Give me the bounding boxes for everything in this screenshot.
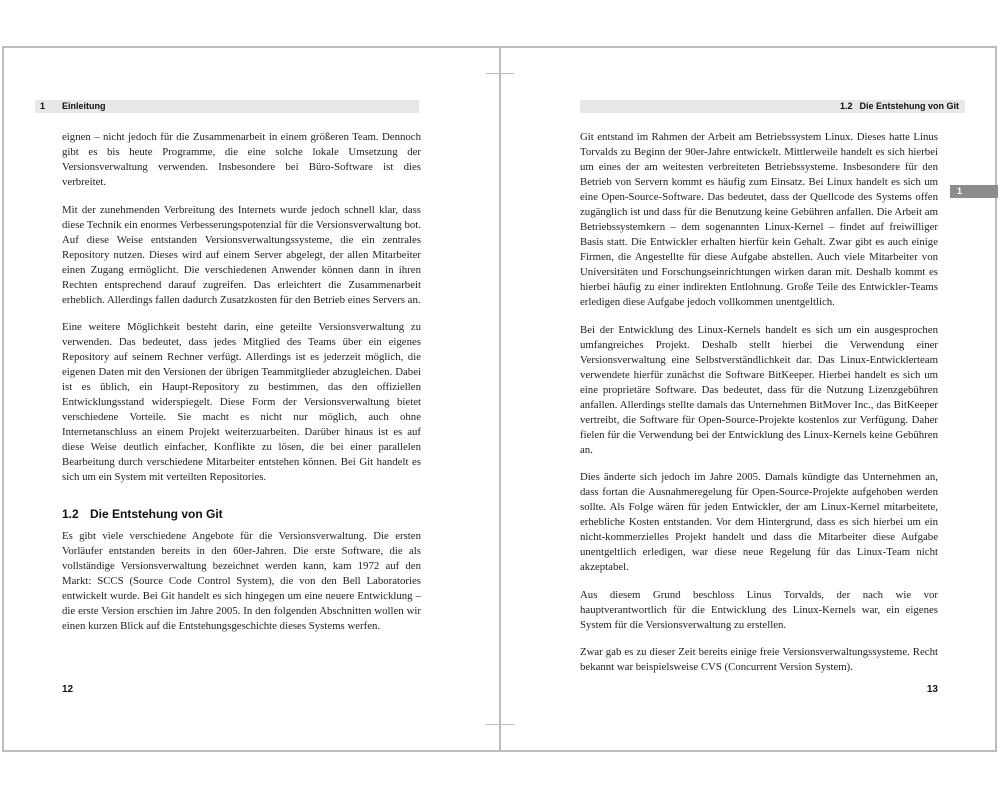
page-number: 12 xyxy=(62,684,74,695)
right-body-text xyxy=(580,130,938,688)
paragraph: Git entstand im Rahmen der Arbeit am Betriebssystem Linux. Dieses hatte Linus Torvalds zu Beginn der 90er-Jahre entwickelt. Mittlerweile handelt es sich hierbei um eines der am weitesten verbreiteten Betriebssysteme. Insbesondere für den Betrieb von Servern kommt es häufig zum Einsatz. Bei Linux handelt es sich um eine Open-Source-Software. Das bedeutet, dass der Quellcode des Systems offen zugänglich ist und dass für die Benutzung keine Gebühren anfallen. Die Arbeit am Betriebssystemkern – dem sogenannten Linux-Kernel – findet auf freiwilliger Basis statt. Die Entwickler erhalten hierfür kein Gehalt. Zwar gibt es auch einige Firmen, die Angestellte für diese Aufgabe abstellen. Auch viele Mitarbeiter von Universitäten und Forschungseinrichtungen wirken daran mit. Deshalb kommt es hierbei häufig zu einer indirekten Entlohnung. Große Teile des Entwickler-Teams erledigen diese Aufgabe jedoch vollkommen unentgeltlich. xyxy=(580,131,938,308)
header-chapter-title: Einleitung xyxy=(62,101,106,111)
page-number: 13 xyxy=(926,684,938,695)
header-section-number: 1.2 xyxy=(839,101,853,111)
running-header xyxy=(35,100,419,113)
paragraph: Aus diesem Grund beschloss Linus Torvalds, der nach wie vor hauptverantwortlich für die Entwicklung des Linux-Kernels war, ein eigenes System für die Versionsverwaltung zu erstellen. xyxy=(580,588,938,631)
paragraph: Zwar gab es zu dieser Zeit bereits einige freie Versionsverwaltungssysteme. Recht bekannt war beispielsweise CVS (Concurrent Version System). xyxy=(580,646,938,673)
paragraph: eignen – nicht jedoch für die Zusammenarbeit in einem größeren Team. Dennoch gibt es bis heute Programme, die eine solche lokale Umsetzung der Versionsverwaltung verwenden. Insbesondere bei Büro-Software ist dies verbreitet. xyxy=(62,131,421,188)
paragraph: Eine weitere Möglichkeit besteht darin, eine geteilte Versionsverwaltung zu verwenden. Das bedeutet, dass jedes Mitglied des Teams über ein eigenes Repository auf seinem Rechner verfügt. Allerdings ist es jederzeit möglich, die eigenen Daten mit den Versionen der übrigen Teammitglieder abzugleichen. Dabei ist es üblich, ein Haupt-Repository zu bestimmen, das den offiziellen Entwicklungsstand widerspiegelt. Diese Form der Versionsverwaltung bietet verschiedene Vorteile. Sie macht es nicht nur möglich, auch ohne Internetanschluss an einem Projekt weiterzuarbeiten. Darüber hinaus ist es auf diese Weise deutlich einfacher, Konflikte zu lösen, die bei einer parallelen Bearbeitung durch verschiedene Mitarbeiter entstehen können. Bei Git handelt es sich um ein System mit verteilten Repositories. xyxy=(62,321,421,483)
paragraph: Bei der Entwicklung des Linux-Kernels handelt es sich um ein ausgesprochen umfangreiches Projekt. Deshalb stellt hierbei die Verwendung einer Versionsverwaltung eine Selbstverständlichkeit dar. Das Linux-Entwicklerteam verwendete hierfür zunächst die Software BitKeeper. Hierbei handelt es sich um eine proprietäre Software. Das bedeutet, dass für die Nutzung Lizenzgebühren anfallen. Allerdings stellte damals das Unternehmen BitMover Inc., das BitKeeper vertreibt, die Software für Open-Source-Projekte kostenlos zur Verfügung. Daher fielen für die Verwendung bei der Entwicklung des Linux-Kernels keine Gebühren an. xyxy=(580,323,938,456)
chapter-thumb-tab xyxy=(950,185,998,198)
header-chapter-number: 1 xyxy=(40,101,46,111)
left-body-text xyxy=(62,130,421,647)
chapter-tab-label: 1 xyxy=(957,186,963,196)
right-page xyxy=(500,0,1000,800)
section-number: 1.2 xyxy=(62,507,79,521)
section-title: Die Entstehung von Git xyxy=(90,507,223,521)
paragraph: Es gibt viele verschiedene Angebote für die Versionsverwaltung. Die ersten Vorläufer entstanden bereits in den 60er-Jahren. Die erste Software, die als vollständige Versionsverwaltung bezeichnet werden kann, kam 1972 auf den Markt: SCCS (Source Code Control System), die von den Bell Laboratories entwickelt wurde. Bei Git handelt es sich hingegen um eine neuere Entwicklung – die erste Version erschien im Jahre 2005. In den folgenden Abschnitten wollen wir einen kurzen Blick auf die Entstehungsgeschichte dieses Systems werfen. xyxy=(62,530,421,632)
paragraph: Mit der zunehmenden Verbreitung des Internets wurde jedoch schnell klar, dass diese Technik ein enormes Verbesserungspotenzial für die Versionsverwaltung bot. Auf diese Weise entstanden Versionsverwaltungssysteme, die ein zentrales Repository nutzen. Dieses wird auf einem Server abgelegt, der allen Mitarbeiter einen Zugang ermöglicht. Die verschiedenen Anwender können dann in ihren Rechten entsprechend darauf zugreifen. Das erleichtert die Zusammenarbeit erheblich. Allerdings fallen dadurch Zusatzkosten für den Betrieb eines Servers an. xyxy=(62,203,421,306)
paragraph: Dies änderte sich jedoch im Jahre 2005. Damals kündigte das Unternehmen an, dass fortan die Ausnahmeregelung für Open-Source-Projekte aufgehoben werden sollte. Als Folge wären für jeden Entwickler, der am Linux-Kernel mitarbeitete, erhebliche Kosten entstanden. Vor dem Hintergrund, dass es sich hierbei um ein nicht-kommerzielles Projekt handelt und dass die Mitarbeiter diese Aufgabe unentgeltlich erledigen, war diese neue Regelung für das Linux-Team nicht akzeptabel. xyxy=(580,471,938,573)
running-header xyxy=(580,100,965,113)
header-section-title: Die Entstehung von Git xyxy=(859,101,959,111)
section-heading xyxy=(62,507,421,522)
